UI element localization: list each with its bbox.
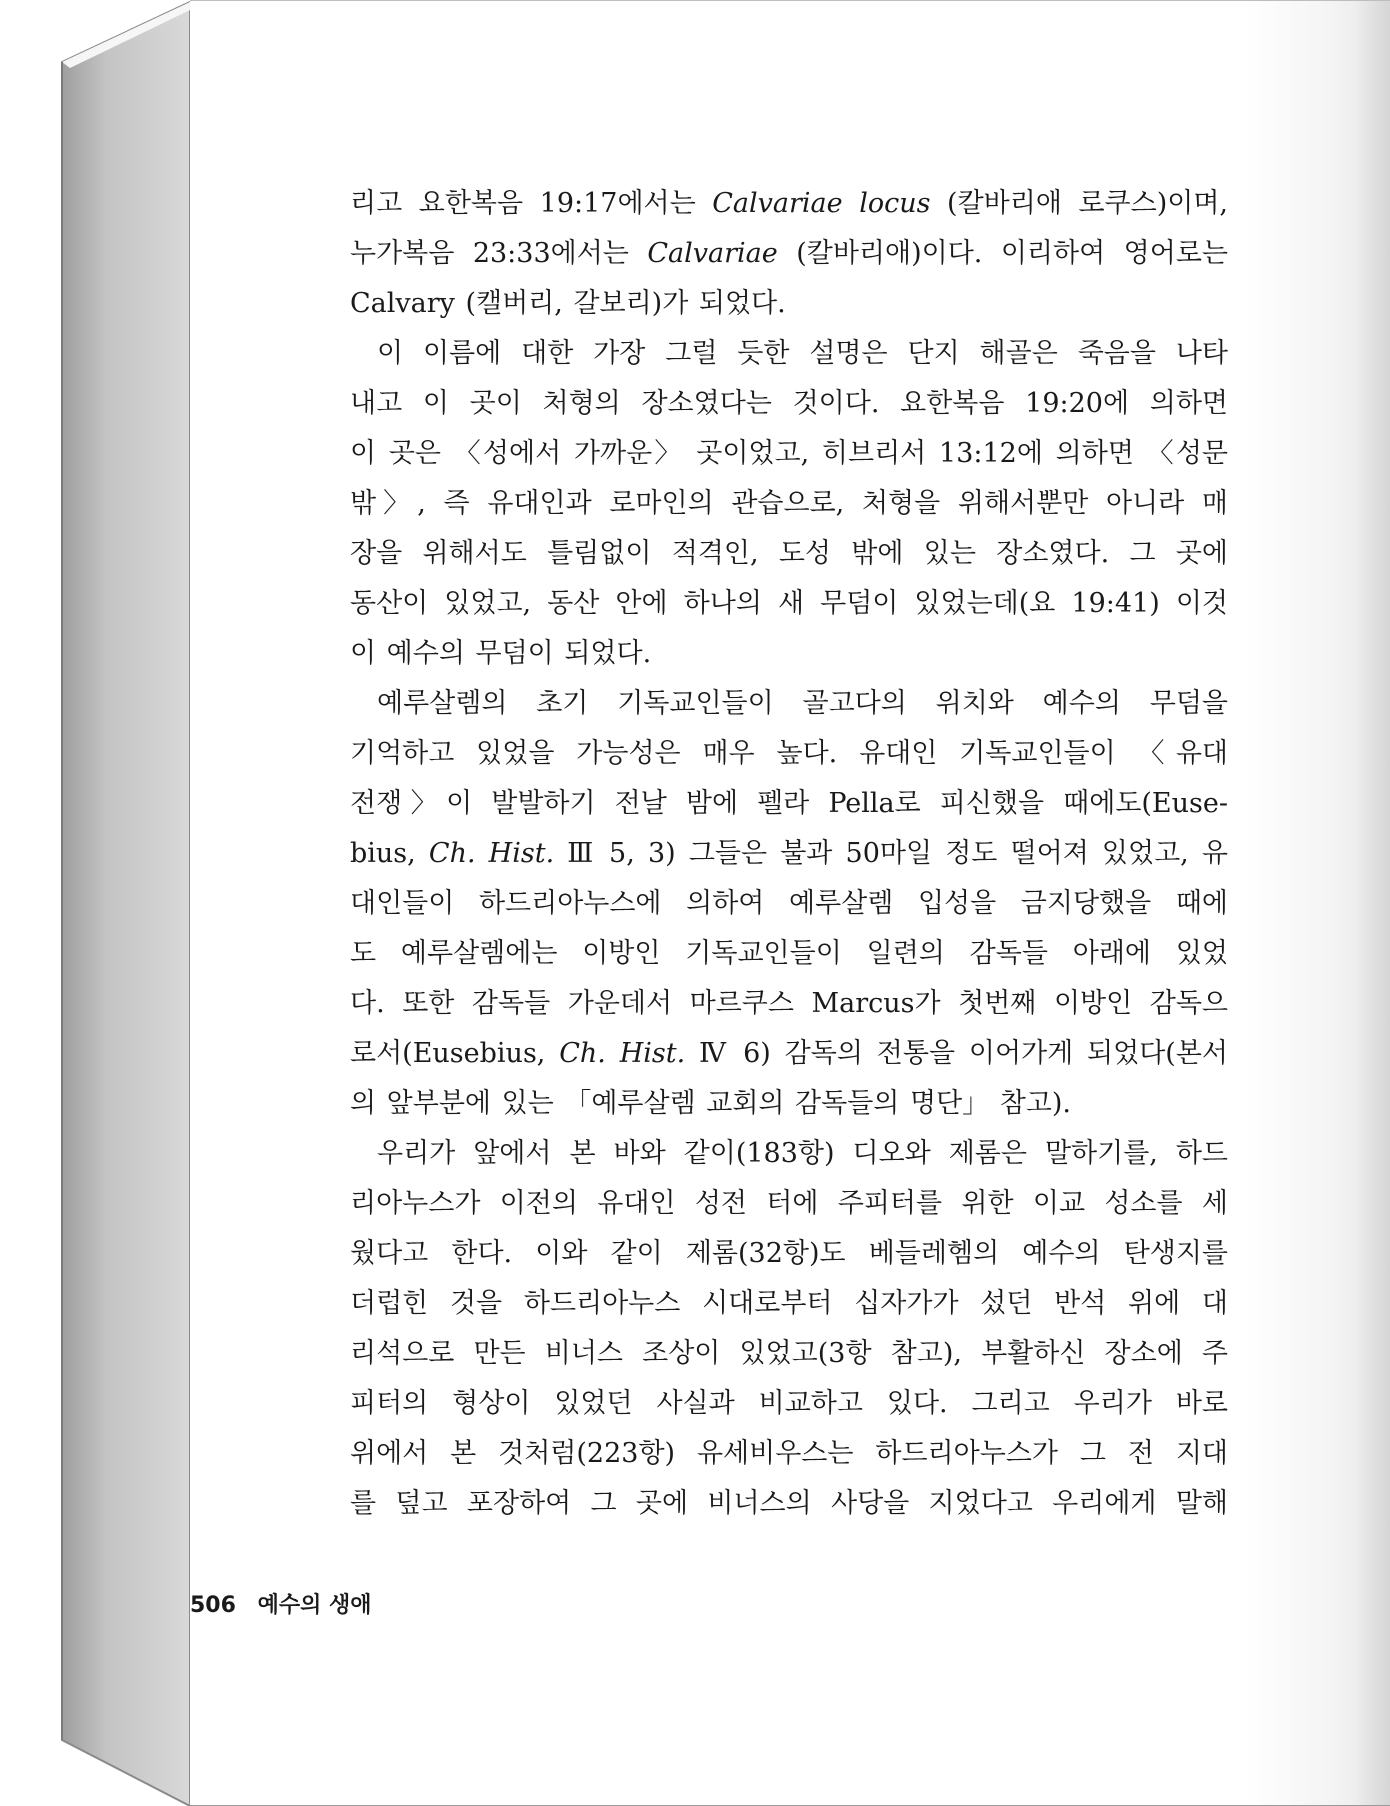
text-line: 이 곳은 〈성에서 가까운〉 곳이었고, 히브리서 13:12에 의하면 〈성문 — [350, 438, 1228, 469]
paragraph — [350, 1129, 1228, 1529]
text-line: 웠다고 한다. 이와 같이 제롬(32항)도 베들레헴의 예수의 탄생지를 — [350, 1238, 1228, 1269]
paragraph — [350, 179, 1228, 329]
text-line: 전쟁〉이 발발하기 전날 밤에 펠라 Pella로 피신했을 때에도(Euse- — [350, 788, 1228, 819]
text-line: bius, Ch. Hist. Ⅲ 5, 3) 그들은 불과 50마일 정도 떨어져 있었고, 유 — [350, 838, 1228, 869]
text-line: 의 앞부분에 있는 「예루살렘 교회의 감독들의 명단」 참고). — [350, 1088, 1071, 1119]
text-line: 밖〉, 즉 유대인과 로마인의 관습으로, 처형을 위해서뿐만 아니라 매 — [350, 488, 1228, 519]
text-line: 를 덮고 포장하여 그 곳에 비너스의 사당을 지었다고 우리에게 말해 — [350, 1488, 1228, 1519]
text-line: 우리가 앞에서 본 바와 같이(183항) 디오와 제롬은 말하기를, 하드 — [377, 1138, 1228, 1169]
text-line: 다. 또한 감독들 가운데서 마르쿠스 Marcus가 첫번째 이방인 감독으 — [350, 988, 1228, 1019]
page-number: 506 — [190, 1593, 236, 1618]
text-line: 예루살렘의 초기 기독교인들이 골고다의 위치와 예수의 무덤을 — [377, 688, 1228, 719]
text-line: 대인들이 하드리아누스에 의하여 예루살렘 입성을 금지당했을 때에 — [350, 888, 1228, 919]
book-spine-illustration — [0, 0, 200, 1806]
text-line: 리고 요한복음 19:17에서는 Calvariae locus (칼바리애 로쿠스)이며, — [350, 188, 1229, 219]
text-line: 리아누스가 이전의 유대인 성전 터에 주피터를 위한 이교 성소를 세 — [350, 1188, 1228, 1219]
page-footer — [190, 1588, 372, 1619]
text-line: Calvary (캘버리, 갈보리)가 되었다. — [350, 288, 786, 319]
text-line: 더럽힌 것을 하드리아누스 시대로부터 십자가가 섰던 반석 위에 대 — [350, 1288, 1228, 1319]
book-page — [190, 0, 1390, 1806]
running-title: 예수의 생애 — [257, 1593, 372, 1618]
text-line: 로서(Eusebius, Ch. Hist. Ⅳ 6) 감독의 전통을 이어가게 되었다(본서 — [350, 1038, 1228, 1069]
body-text — [350, 179, 1228, 1529]
text-line: 이 이름에 대한 가장 그럴 듯한 설명은 단지 해골은 죽음을 나타 — [377, 338, 1228, 369]
text-line: 이 예수의 무덤이 되었다. — [350, 638, 652, 669]
text-line: 누가복음 23:33에서는 Calvariae (칼바리애)이다. 이리하여 영어로는 — [350, 238, 1228, 269]
text-line: 위에서 본 것처럼(223항) 유세비우스는 하드리아누스가 그 전 지대 — [350, 1438, 1228, 1469]
paragraph — [350, 329, 1228, 679]
text-line: 장을 위해서도 틀림없이 적격인, 도성 밖에 있는 장소였다. 그 곳에 — [350, 538, 1228, 569]
text-line: 동산이 있었고, 동산 안에 하나의 새 무덤이 있었는데(요 19:41) 이것 — [350, 588, 1228, 619]
paragraph — [350, 679, 1228, 1129]
text-line: 도 예루살렘에는 이방인 기독교인들이 일련의 감독들 아래에 있었 — [350, 938, 1228, 969]
text-line: 내고 이 곳이 처형의 장소였다는 것이다. 요한복음 19:20에 의하면 — [350, 388, 1228, 419]
text-line: 기억하고 있었을 가능성은 매우 높다. 유대인 기독교인들이 〈유대 — [350, 738, 1228, 769]
text-line: 리석으로 만든 비너스 조상이 있었고(3항 참고), 부활하신 장소에 주 — [350, 1338, 1228, 1369]
text-line: 피터의 형상이 있었던 사실과 비교하고 있다. 그리고 우리가 바로 — [350, 1388, 1228, 1419]
page-edge-shadow — [1356, 1, 1390, 1806]
